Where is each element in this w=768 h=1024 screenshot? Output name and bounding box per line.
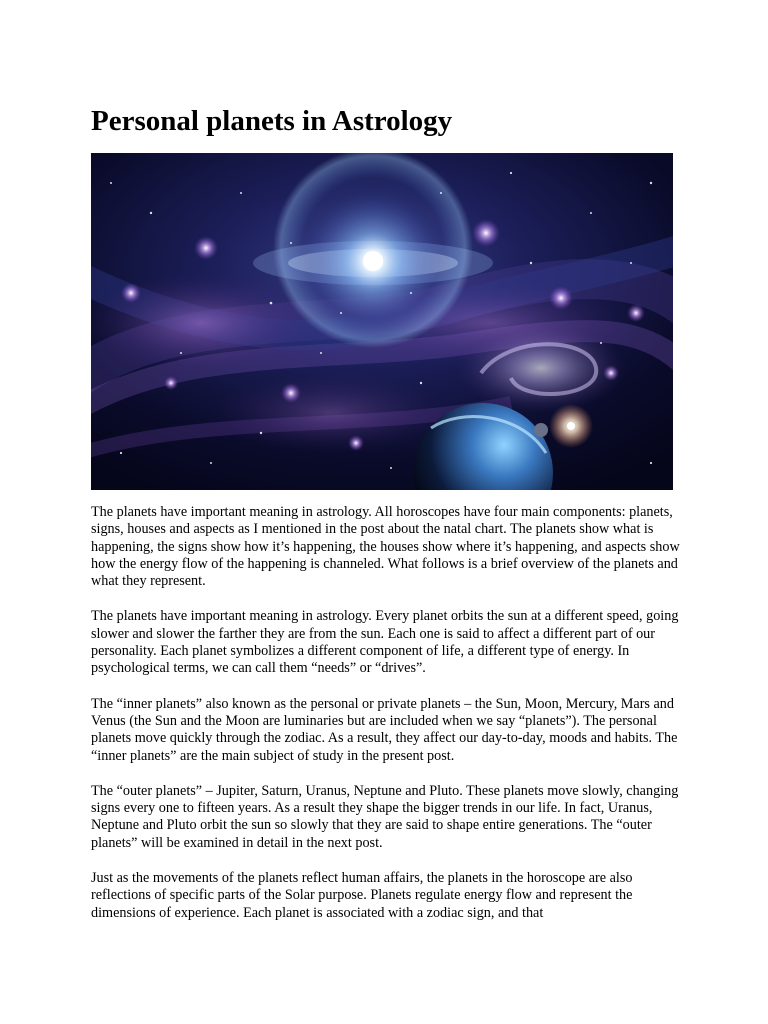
- paragraph: The “inner planets” also known as the personal or private planets – the Sun, Moon, Mercury, Mars and Venus (the Sun and the Moon are luminaries but are included when we say “planets”). The personal planets move quickly through the zodiac. As a result, they affect our day-to-day, moods and habits. The “inner planets” are the main subject of study in the present post.: [91, 695, 678, 764]
- paragraph: Just as the movements of the planets reflect human affairs, the planets in the horoscope are also reflections of specific parts of the Solar purpose. Planets regulate energy flow and represent the dimensions of experience. Each planet is associated with a zodiac sign, and that: [91, 870, 633, 921]
- paragraph: The “outer planets” – Jupiter, Saturn, Uranus, Neptune and Pluto. These planets move slowly, changing signs every one to fifteen years. As a result they shape the bigger trends in our life. In fact, Uranus, Neptune and Pluto orbit the sun so slowly that they are said to shape entire generations. The “outer planets” will be examined in detail in the next post.: [91, 782, 679, 851]
- paragraph: The planets have important meaning in astrology. Every planet orbits the sun at a different speed, going slower and slower the farther they are from the sun. Each one is said to affect a different part of our personality. Each planet symbolizes a different component of life, a different type of energy. In psychological terms, we can call them “needs” or “drives”.: [91, 608, 679, 677]
- paragraph: The planets have important meaning in astrology. All horoscopes have four main components: planets, signs, houses and aspects as I mentioned in the post about the natal chart. The planets show what is happening, the signs show how it’s happening, the houses show where it’s happening, and aspects show how the energy flow of the happening is channeled. What follows is a brief overview of the planets and what they represent.: [91, 504, 680, 590]
- page-title: Personal planets in Astrology: [91, 105, 453, 137]
- galaxy-illustration: [91, 153, 673, 490]
- article-body: [91, 504, 683, 940]
